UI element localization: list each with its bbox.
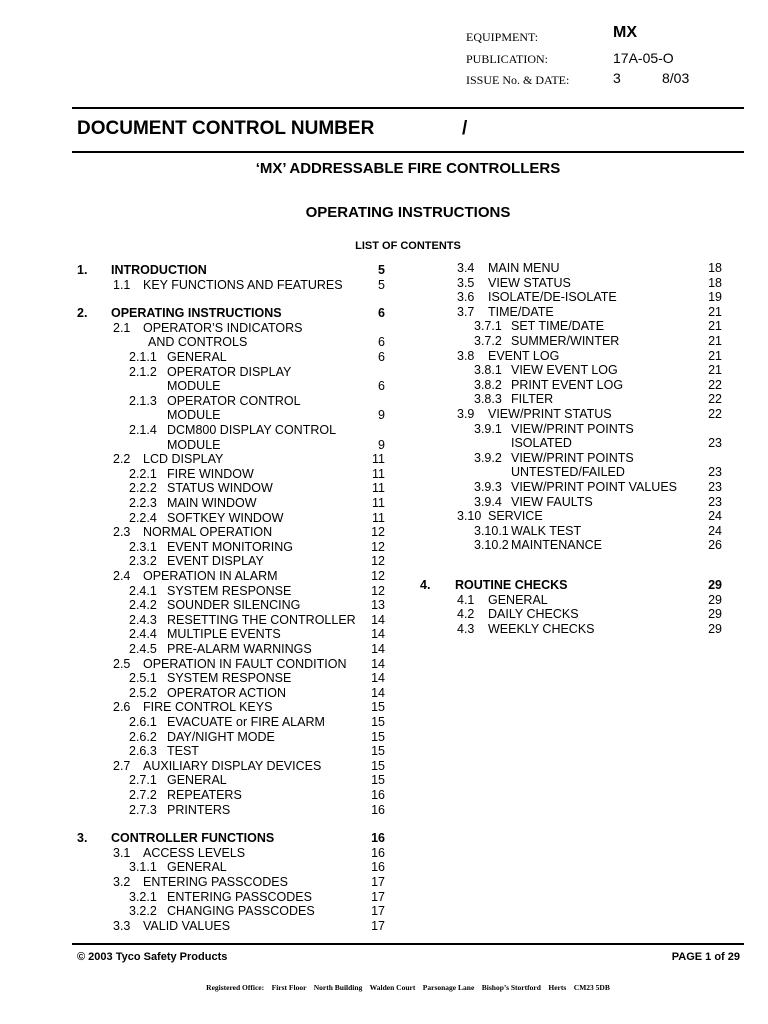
toc-entry-number: 2.1.2 [129,364,157,379]
toc-entry-title: SOUNDER SILENCING [167,598,301,613]
toc-entry [0,607,768,622]
toc-entry-page: 15 [371,758,385,773]
toc-entry-title: SUMMER/WINTER [511,334,620,348]
toc-entry-title: EVENT LOG [488,348,560,363]
toc-entry-number: 3.7.1 [474,319,502,334]
toc-entry-title: OPERATOR ACTION [167,685,287,700]
toc-entry-number: 3.2.2 [129,904,157,919]
toc-entry-number: 3.10.1 [474,523,509,538]
toc-entry-title: VIEW/PRINT POINT VALUES [511,480,678,494]
top-rule [72,107,744,109]
toc-entry [0,919,768,934]
toc-entry-title: TEST [167,744,199,759]
toc-entry-number: 3. [77,831,88,846]
toc-entry-number: 2.2 [113,452,131,467]
toc-entry-page: 11 [372,466,385,481]
toc-entry [0,451,768,466]
toc-entry-page: 14 [371,627,385,642]
toc-entry-number: 3.5 [457,275,475,290]
toc-entry-page: 16 [371,860,385,875]
toc-entry-title: VIEW EVENT LOG [511,363,618,378]
toc-entry [0,773,768,788]
toc-entry-page: 14 [371,642,385,656]
toc-entry-number: 4. [420,578,431,592]
toc-entry-page: 5 [378,277,385,292]
toc-entry-page: 12 [371,539,385,554]
toc-entry-title: VIEW STATUS [488,275,571,290]
toc-entry [0,480,768,495]
toc-entry [0,436,768,451]
toc-entry-number: 2.4 [113,569,131,583]
toc-entry-title: GENERAL [488,592,548,607]
toc-entry-title: AUXILIARY DISPLAY DEVICES [143,758,322,773]
toc-entry-page: 22 [708,392,722,407]
toc-entry-page: 6 [378,335,385,350]
toc-entry-title: SOFTKEY WINDOW [167,510,284,525]
toc-entry-page: 15 [371,773,385,788]
toc-entry-page: 12 [371,583,385,598]
toc-entry-title: GENERAL [167,860,227,875]
toc-entry-number: 2.7.3 [129,802,157,817]
toc-entry-page: 23 [708,494,722,509]
toc-entry-page: 21 [708,348,722,363]
toc-entry-number: 2.4.4 [129,627,157,642]
toc-entry-title: OPERATOR DISPLAY [167,364,292,379]
toc-entry-title: VIEW/PRINT STATUS [488,407,612,421]
toc-entry-title: PRE-ALARM WARNINGS [167,642,312,656]
toc-entry-page: 24 [708,509,722,524]
toc-entry-number: 2.1.3 [129,393,157,408]
toc-entry-page: 18 [708,261,722,275]
toc-entry-page: 29 [708,607,722,622]
toc-entry-number: 3.7 [457,304,475,319]
toc-entry-number: 2.2.4 [129,510,157,525]
toc-entry-page: 14 [371,656,385,671]
toc-entry-page: 9 [378,437,385,452]
toc-entry-page: 17 [371,875,385,889]
toc-entry [0,465,768,480]
toc-entry-number: 1.1 [113,277,131,292]
toc-entry-page: 29 [708,592,722,607]
toc-entry-title: SYSTEM RESPONSE [167,583,292,598]
toc-entry-title: CONTROLLER FUNCTIONS [111,831,275,846]
toc-entry-page: 11 [372,510,385,525]
toc-entry-page: 5 [378,263,385,277]
toc-entry [0,509,768,524]
toc-entry-number: 3.9.4 [474,494,502,509]
toc-entry-number: 3.4 [457,261,475,275]
toc-entry-title: ENTERING PASSCODES [143,875,288,889]
toc-entry-number: 4.2 [457,607,475,622]
toc-entry-number: 3.3 [113,918,131,933]
toc-entry-number: 3.8 [457,348,475,363]
toc-entry-page: 16 [371,802,385,817]
toc-entry-title: ISOLATE/DE-ISOLATE [488,290,617,305]
toc-entry-number: 2.5.1 [129,671,157,686]
toc-entry [0,305,768,320]
toc-entry-title: GENERAL [167,350,227,364]
toc-entry [0,495,768,510]
toc-entry-number: 2.4.5 [129,642,157,656]
toc-entry-page: 22 [708,407,722,421]
toc-entry [0,803,768,818]
toc-entry [0,700,768,715]
toc-entry-title: REPEATERS [167,788,242,802]
toc-entry-number: 2.3.1 [129,539,157,554]
toc-entry-number: 2.4.2 [129,598,157,613]
toc-entry-number: 3.8.2 [474,377,502,392]
toc-entry-page: 29 [708,578,722,592]
toc-entry-title: EVACUATE or FIRE ALARM [167,715,325,729]
registered-office: Registered Office: First Floor North Building Walden Court Parsonage Lane Bishop’s Stortford Herts CM23 5DB [206,983,610,992]
toc-entry-number: 3.9.1 [474,421,502,436]
toc-entry-number: 2.4.3 [129,612,157,627]
toc-entry [0,349,768,364]
toc-entry-title: RESETTING THE CONTROLLER [167,612,356,627]
toc-entry-page: 16 [371,788,385,802]
toc-entry [0,890,768,905]
toc-entry-title: WALK TEST [511,523,582,538]
toc-entry-page: 11 [372,496,385,510]
title-rule [72,151,744,153]
toc-entry-title: PRINTERS [167,802,231,817]
toc-entry-page: 18 [708,275,722,290]
page-title: ‘MX’ ADDRESSABLE FIRE CONTROLLERS [255,160,561,177]
toc-entry-title: LCD DISPLAY [143,452,224,467]
toc-entry [0,788,768,803]
toc-entry [0,657,768,672]
toc-entry-number: 3.1 [113,845,131,860]
toc-entry-title: DCM800 DISPLAY CONTROL [167,423,337,437]
toc-entry-title: STATUS WINDOW [167,481,273,496]
toc-entry-title: ENTERING PASSCODES [167,889,312,904]
toc-entry-number: 2.1.4 [129,423,157,437]
toc-entry-page: 13 [371,598,385,613]
toc-entry-title: MAINTENANCE [511,538,602,553]
document-control-separator: / [462,118,468,139]
toc-entry-page: 17 [371,918,385,933]
toc-entry-number: 3.9 [457,407,475,421]
contents-heading: LIST OF CONTENTS [355,240,461,252]
toc-entry-page: 15 [371,715,385,729]
equipment-value: MX [613,24,637,41]
toc-entry-number: 2.1.1 [129,350,157,364]
toc-entry-title: VALID VALUES [143,918,231,933]
toc-entry-title: FIRE CONTROL KEYS [143,700,273,715]
toc-entry-number: 4.1 [457,592,475,607]
toc-entry-page: 29 [708,621,722,636]
toc-entry-number: 2.7.2 [129,788,157,802]
toc-entry-number: 2.5 [113,656,131,671]
toc-entry [0,686,768,701]
toc-entry [0,276,768,291]
toc-entry [0,860,768,875]
toc-entry [0,904,768,919]
issue-number: 3 [613,70,621,86]
toc-entry-title: EVENT DISPLAY [167,554,264,569]
toc-entry-page: 6 [378,350,385,364]
toc-entry [0,875,768,890]
toc-entry-number: 2.6 [113,700,131,715]
toc-entry-page: 21 [708,363,722,378]
toc-entry-title: ISOLATED [511,436,572,451]
toc-entry-number: 2. [77,306,88,321]
toc-entry [0,671,768,686]
toc-entry-page: 26 [708,538,722,553]
toc-entry [0,392,768,407]
footer-rule [72,943,744,945]
toc-entry-title: MODULE [167,379,221,394]
toc-entry-number: 2.2.1 [129,466,157,481]
toc-entry-title: PRINT EVENT LOG [511,377,624,392]
toc-entry [0,831,768,846]
toc-entry-number: 2.7 [113,758,131,773]
toc-entry-page: 23 [708,465,722,480]
toc-entry [0,730,768,745]
toc-entry-title: FILTER [511,392,554,407]
toc-entry-title: OPERATING INSTRUCTIONS [111,306,282,321]
toc-entry-title: GENERAL [167,773,227,788]
toc-entry-page: 12 [371,569,385,583]
toc-entry [0,744,768,759]
toc-entry-page: 15 [371,729,385,744]
toc-entry-title: OPERATION IN ALARM [143,569,278,583]
toc-entry-number: 2.7.1 [129,773,157,788]
toc-entry [0,593,768,608]
toc-entry-title: OPERATION IN FAULT CONDITION [143,656,347,671]
toc-entry-title: VIEW FAULTS [511,494,593,509]
toc-entry-page: 23 [708,436,722,451]
toc-entry-title: INTRODUCTION [111,263,207,277]
page-subtitle: OPERATING INSTRUCTIONS [305,204,511,221]
toc-entry-title: ACCESS LEVELS [143,845,246,860]
toc-entry-title: FIRE WINDOW [167,466,254,481]
toc-entry-number: 3.2.1 [129,889,157,904]
toc-entry-page: 14 [371,685,385,700]
toc-entry-number: 3.7.2 [474,334,502,348]
toc-entry-number: 2.6.1 [129,715,157,729]
toc-entry-page: 14 [371,612,385,627]
toc-entry-page: 21 [708,334,722,348]
footer-copyright: © 2003 Tyco Safety Products [77,951,228,963]
toc-entry [0,524,768,539]
toc-entry-page: 15 [371,744,385,759]
toc-entry-page: 16 [371,845,385,860]
toc-entry-page: 9 [378,408,385,423]
toc-entry [0,363,768,378]
toc-entry [0,261,768,276]
toc-entry-title: MULTIPLE EVENTS [167,627,281,642]
toc-entry-title: SYSTEM RESPONSE [167,671,292,686]
toc-entry-page: 11 [372,452,385,467]
issue-date: 8/03 [662,70,690,86]
toc-entry-page: 19 [708,290,722,305]
toc-entry-page: 11 [372,481,385,496]
toc-entry-title: VIEW/PRINT POINTS [511,421,634,436]
toc-entry [0,759,768,774]
toc-entry-title: TIME/DATE [488,304,554,319]
toc-entry-number: 2.4.1 [129,583,157,598]
toc-entry-number: 3.9.2 [474,450,502,465]
toc-entry-title: CHANGING PASSCODES [167,904,315,919]
toc-entry-page: 15 [371,700,385,715]
toc-entry-page: 24 [708,523,722,538]
toc-entry-page: 21 [708,319,722,334]
toc-entry [0,407,768,422]
document-control-label: DOCUMENT CONTROL NUMBER [77,118,375,139]
toc-entry [0,715,768,730]
toc-entry-number: 2.2.3 [129,496,157,510]
toc-entry-page: 22 [708,377,722,392]
toc-entry-title: VIEW/PRINT POINTS [511,450,634,465]
toc-entry-page: 6 [378,379,385,394]
toc-entry [0,290,768,305]
toc-entry-number: 2.5.2 [129,685,157,700]
toc-entry [0,622,768,637]
toc-entry-page: 12 [371,554,385,569]
toc-entry [0,578,768,593]
toc-entry-number: 2.6.2 [129,729,157,744]
toc-entry-title: SET TIME/DATE [511,319,605,334]
toc-entry-title: OPERATOR’S INDICATORS [143,320,303,335]
toc-entry-title: MODULE [167,408,221,423]
toc-entry-number: 2.3.2 [129,554,157,569]
toc-entry-title: OPERATOR CONTROL [167,393,301,408]
publication-value: 17A-05-O [613,50,674,66]
toc-entry-title: NORMAL OPERATION [143,525,273,540]
publication-label: PUBLICATION: [466,52,549,66]
toc-entry-page: 21 [708,304,722,319]
toc-entry-title: SERVICE [488,509,543,524]
toc-entry-number: 1. [77,263,88,277]
toc-entry-title: EVENT MONITORING [167,539,293,554]
toc-entry-page: 23 [708,480,722,494]
toc-entry [0,334,768,349]
toc-entry-title: ROUTINE CHECKS [455,578,568,592]
toc-entry-number: 4.3 [457,621,475,636]
toc-entry-page: 17 [371,904,385,919]
toc-entry-number: 2.2.2 [129,481,157,496]
toc-entry-page: 12 [371,525,385,540]
toc-entry-title: MAIN MENU [488,261,560,275]
toc-entry-title: MODULE [167,437,221,452]
toc-entry-number: 2.3 [113,525,131,540]
toc-entry-number: 3.10 [457,509,482,524]
toc-entry-number: 3.9.3 [474,480,502,494]
toc-entry [0,422,768,437]
toc-entry-number: 3.10.2 [474,538,509,553]
toc-entry [0,538,768,553]
toc-entry [0,554,768,569]
toc-entry-page: 6 [378,306,385,321]
toc-entry-title: DAILY CHECKS [488,607,579,622]
toc-entry-title: MAIN WINDOW [167,496,257,510]
toc-entry [0,319,768,334]
footer-page-number: PAGE 1 of 29 [671,951,740,963]
issue-label: ISSUE No. & DATE: [466,73,570,87]
toc-entry-number: 3.6 [457,290,475,305]
toc-entry-number: 2.6.3 [129,744,157,759]
toc-entry-title: AND CONTROLS [148,335,248,350]
toc-entry [0,378,768,393]
toc-entry-number: 3.1.1 [129,860,157,875]
equipment-label: EQUIPMENT: [466,30,539,44]
toc-entry-number: 3.8.3 [474,392,502,407]
toc-entry-number: 3.2 [113,875,131,889]
toc-entry [0,642,768,657]
toc-entry-page: 14 [371,671,385,686]
toc-entry-title: WEEKLY CHECKS [488,621,595,636]
toc-entry-page: 16 [371,831,385,846]
toc-entry-number: 2.1 [113,320,131,335]
toc-entry [0,846,768,861]
toc-entry-number: 3.8.1 [474,363,502,378]
toc-entry-title: DAY/NIGHT MODE [167,729,275,744]
toc-entry-page: 17 [371,889,385,904]
toc-entry-title: KEY FUNCTIONS AND FEATURES [143,277,343,292]
toc-entry-title: UNTESTED/FAILED [511,465,625,480]
